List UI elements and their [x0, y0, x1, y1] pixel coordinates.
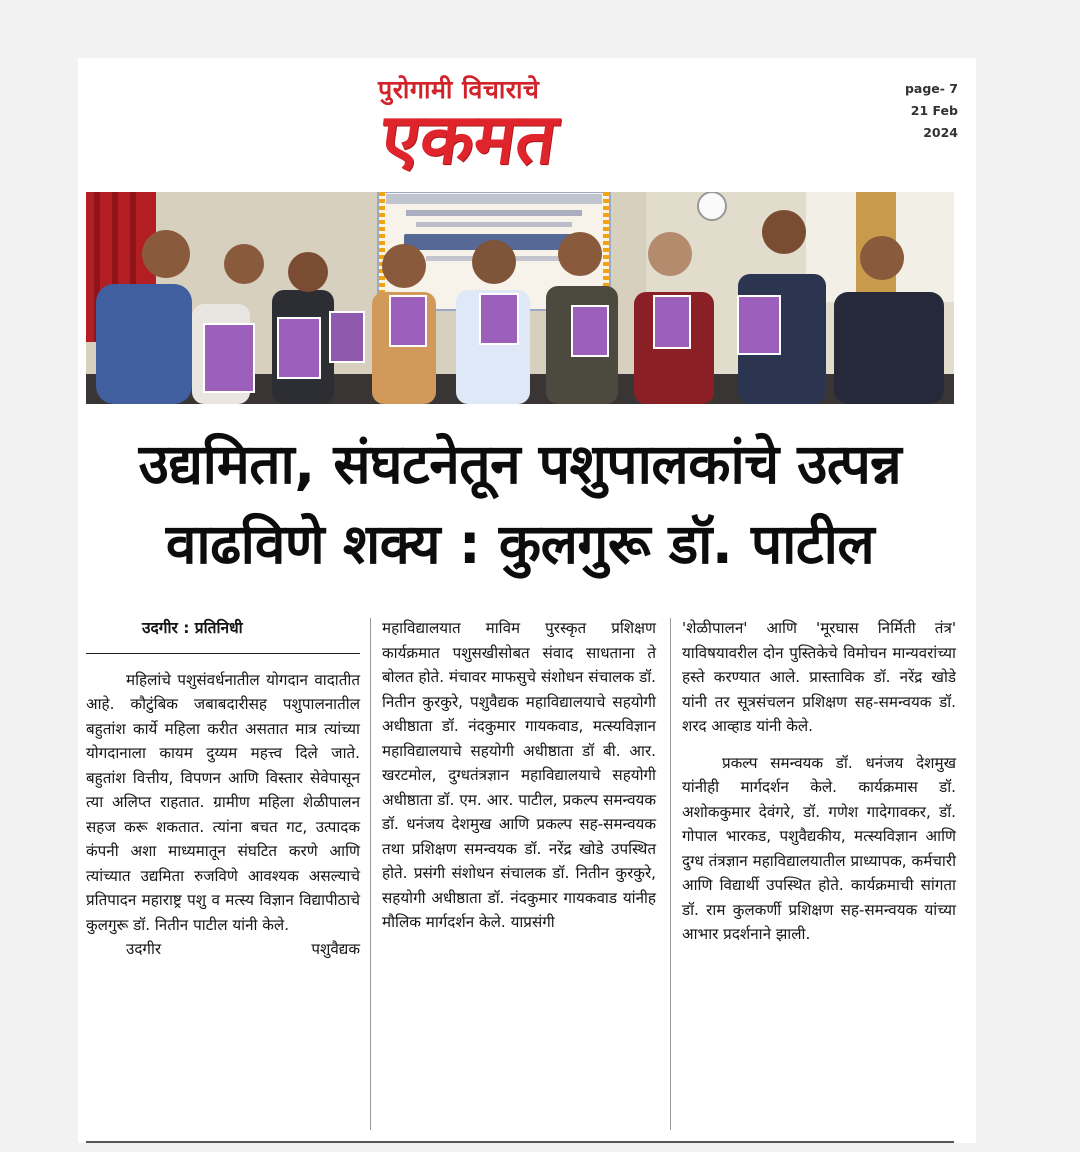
- column-divider-1: [370, 618, 371, 1130]
- dateline: उदगीर : प्रतिनिधी: [142, 619, 243, 637]
- bottom-rule: [86, 1141, 954, 1143]
- masthead-tagline: पुरोगामी विचाराचे: [378, 75, 540, 104]
- page-meta: [884, 78, 958, 144]
- article-headline: [86, 424, 954, 584]
- column-2-paragraph-1: महाविद्यालयात माविम पुरस्कृत प्रशिक्षण कार्यक्रमात पशुसखीसोबत संवाद साधताना ते बोलत होते. मंचावर माफसुचे संशोधन संचालक डॉ. नितीन कुरकुरे, पशुवैद्यक महाविद्यालयाचे सहयोगी अधीष्ठाता डॉ. नंदकुमार गायकवाड, मत्स्यविज्ञान महाविद्यालयाचे सहयोगी अधीष्ठाता डॉ बी. आर. खरटमोल, दुग्धतंत्रज्ञान महाविद्यालयाचे सहयोगी अधीष्ठाता डॉ. एम. आर. पाटील, प्रकल्प समन्वयक डॉ. धनंजय देशमुख आणि प्रकल्प सह-समन्वयक तथा प्रशिक्षण समन्वयक डॉ. नरेंद्र खोडे उपस्थित होते. प्रसंगी संशोधन संचालक डॉ. नितीन कुरकुरे, सहयोगी अधीष्ठाता डॉ. नंदकुमार गायकवाड यांनीह मौलिक मार्गदर्शन केले. याप्रसंगी: [382, 619, 656, 931]
- event-photo-illustration: [86, 192, 954, 404]
- page-number: page- 7: [904, 81, 958, 96]
- headline-line-1: उद्यमिता, संघटनेतून पशुपालकांचे उत्पन्न: [138, 432, 902, 496]
- column-3-paragraph-1: 'शेळीपालन' आणि 'मूरघास निर्मिती तंत्र' याविषयावरील दोन पुस्तिकेचे विमोचन मान्यवरांच्या हस्ते करण्यात आले. प्रास्ताविक डॉ. नरेंद्र खोडे यांनी तर सूत्रसंचलन प्रशिक्षण सह-समन्वयक डॉ. शरद आव्हाड यांनी केले.: [682, 619, 956, 735]
- article-column-3: [682, 616, 956, 947]
- column-divider-2: [670, 618, 671, 1130]
- column-1-paragraph-1: महिलांचे पशुसंवर्धनातील योगदान वादातीत आहे. कौटुंबिक जबाबदारीसह पशुपालनातील बहुतांश कार्ये महिला करीत असतात मात्र त्यांच्या योगदानाला कायम दुय्यम महत्त्व दिले जाते. बहुतांश वित्तीय, विपणन आणि विस्तार सेवेपासून त्या अलिप्त राहतात. ग्रामीण महिला शेळीपालन सहज करू शकतात. त्यांना बचत गट, उत्पादक कंपनी अशा माध्यमातून संघटित करणे आणि त्यांच्यात उद्यमिता रुजविणे आवश्यक असल्याचे प्रतिपादन महाराष्ट्र पशु व मत्स्य विज्ञान विद्यापीठाचे कुलगुरू डॉ. नितीन पाटील यांनी केले.: [86, 670, 360, 934]
- newspaper-logo: एकमत: [376, 98, 563, 180]
- headline-line-2: वाढविणे शक्य : कुलगुरू डॉ. पाटील: [165, 512, 875, 576]
- publication-date: 21 Feb 2024: [910, 103, 958, 140]
- dateline-rule: [86, 653, 360, 654]
- column-1-paragraph-2: उदगीर पशुवैद्यक: [126, 940, 360, 958]
- column-3-paragraph-2: प्रकल्प समन्वयक डॉ. धनंजय देशमुख यांनीही मार्गदर्शन केले. कार्यक्रमास डॉ. अशोककुमार देवंगरे, डॉ. गणेश गादेगावकर, डॉ. गोपाल भारकड, पशुवैद्यकीय, मत्स्यविज्ञान आणि दुग्ध तंत्रज्ञान महाविद्यालयातील प्राध्यापक, कर्मचारी आणि विद्यार्थी उपस्थित होते. कार्यक्रमाची सांगता डॉ. राम कुलकर्णी प्रशिक्षण सह-समन्वयक यांच्या आभार प्रदर्शनाने झाली.: [682, 753, 956, 943]
- article-column-1: [86, 616, 360, 962]
- article-column-2: [382, 616, 656, 935]
- event-photo: [86, 192, 954, 404]
